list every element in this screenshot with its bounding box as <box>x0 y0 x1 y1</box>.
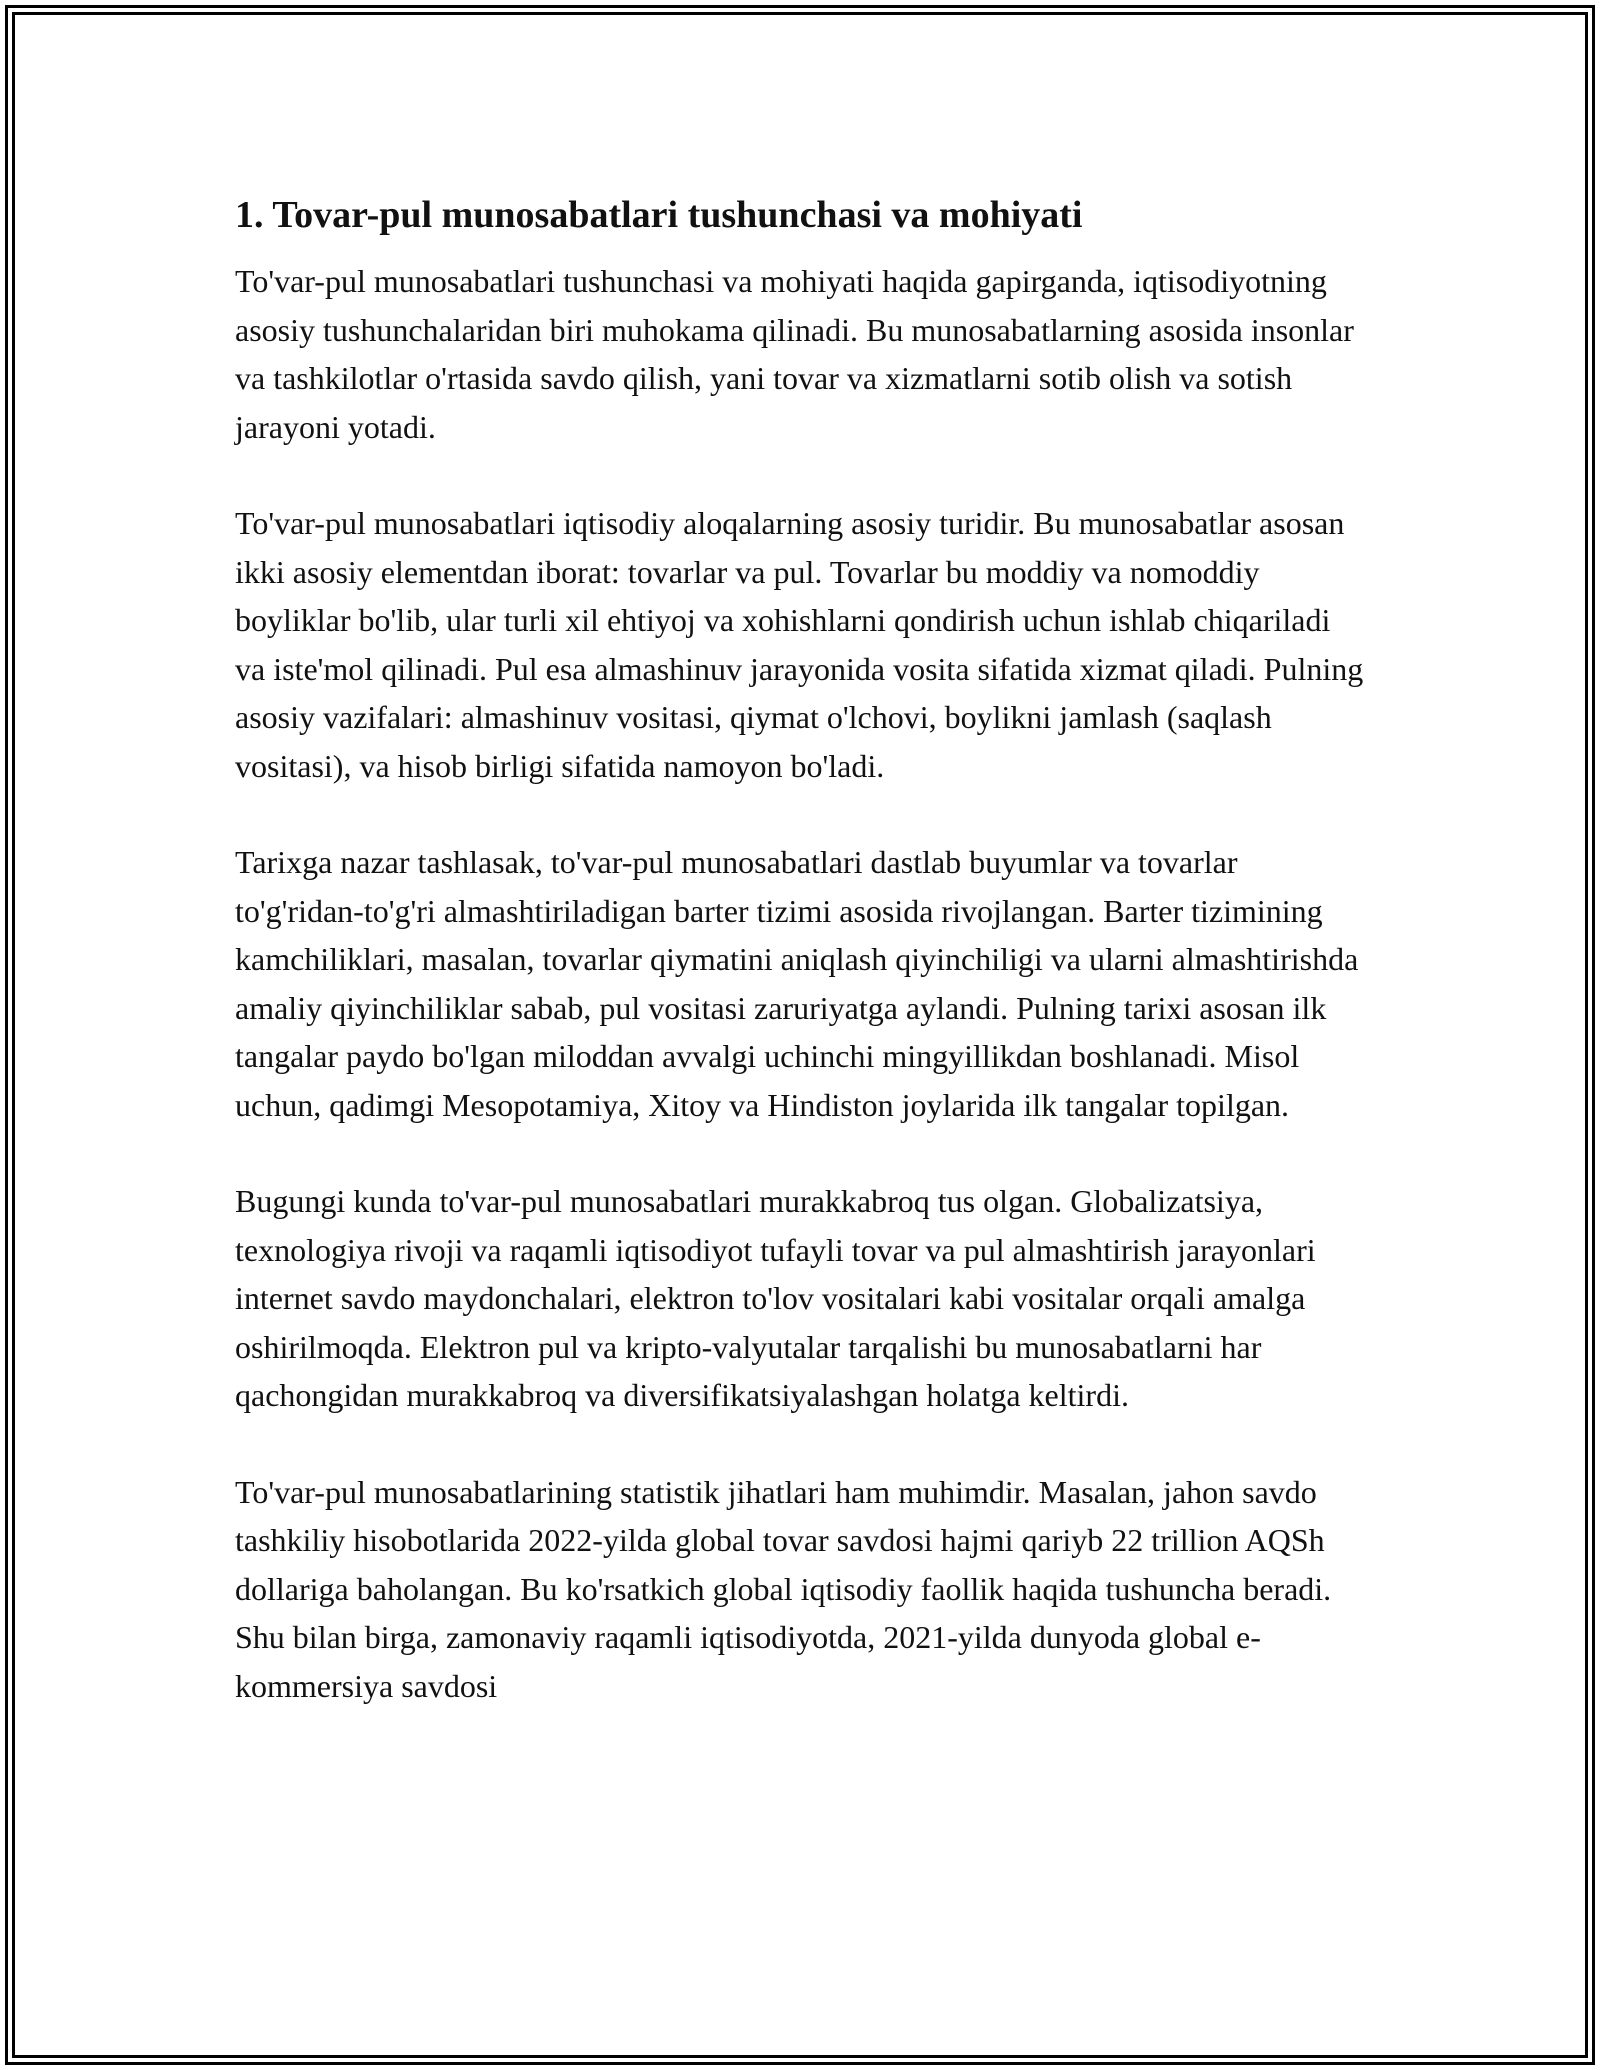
document-body <box>235 185 1365 1758</box>
paragraph-statistics: To'var-pul munosabatlarining statistik jihatlari ham muhimdir. Masalan, jahon savdo tashkiliy hisobotlarida 2022-yilda global tovar savdosi hajmi qariyb 22 trillion AQSh dollariga baholangan. Bu ko'rsatkich global iqtisodiy faollik haqida tushuncha beradi. Shu bilan birga, zamonaviy raqamli iqtisodiyotda, 2021-yilda dunyoda global e-kommersiya savdosi <box>235 1473 1332 1704</box>
section-heading: 1. Tovar-pul munosabatlari tushunchasi va mohiyati <box>235 194 1083 236</box>
paragraph-intro: To'var-pul munosabatlari tushunchasi va mohiyati haqida gapirganda, iqtisodiyotning asosiy tushunchalaridan biri muhokama qilinadi. Bu munosabatlarning asosida insonlar va tashkilotlar o'rtasida savdo qilish, yani tovar va xizmatlarni sotib olish va sotish jarayoni yotadi. <box>235 263 1354 445</box>
paragraph-history: Tarixga nazar tashlasak, to'var-pul munosabatlari dastlab buyumlar va tovarlar to'g'ridan-to'g'ri almashtiriladigan barter tizimi asosida rivojlangan. Barter tizimining kamchiliklari, masalan, tovarlar qiymatini aniqlash qiyinchiligi va ularni almashtirishda amaliy qiyinchiliklar sabab, pul vositasi zaruriyatga aylandi. Pulning tarixi asosan ilk tangalar paydo bo'lgan miloddan avvalgi uchinchi mingyillikdan boshlanadi. Misol uchun, qadimgi Mesopotamiya, Xitoy va Hindiston joylarida ilk tangalar topilgan. <box>235 844 1359 1123</box>
paragraph-elements: To'var-pul munosabatlari iqtisodiy aloqalarning asosiy turidir. Bu munosabatlar asosan ikki asosiy elementdan iborat: tovarlar va pul. Tovarlar bu moddiy va nomoddiy boyliklar bo'lib, ular turli xil ehtiyoj va xohishlarni qondirish uchun ishlab chiqariladi va iste'mol qilinadi. Pul esa almashinuv jarayonida vosita sifatida xizmat qiladi. Pulning asosiy vazifalari: almashinuv vositasi, qiymat o'lchovi, boylikni jamlash (saqlash vositasi), va hisob birligi sifatida namoyon bo'ladi. <box>235 505 1364 784</box>
paragraph-modern: Bugungi kunda to'var-pul munosabatlari murakkabroq tus olgan. Globalizatsiya, texnologiya rivoji va raqamli iqtisodiyot tufayli tovar va pul almashtirish jarayonlari internet savdo maydonchalari, elektron to'lov vositalari kabi vositalar orqali amalga oshirilmoqda. Elektron pul va kripto-valyutalar tarqalishi bu munosabatlarni har qachongidan murakkabroq va diversifikatsiyalashgan holatga keltirdi. <box>235 1183 1316 1413</box>
